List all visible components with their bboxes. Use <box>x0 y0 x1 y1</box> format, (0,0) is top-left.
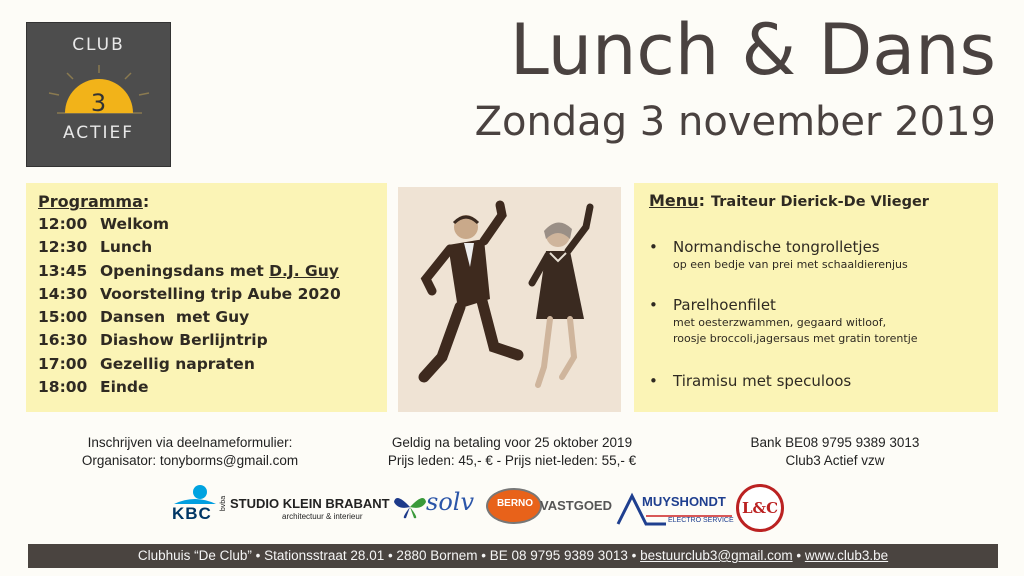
programma-row <box>38 376 387 399</box>
menu-item-name: • Normandische tongrolletjes <box>649 237 908 257</box>
programma-time: 15:00 <box>38 308 88 327</box>
programma-time: 12:30 <box>38 238 88 257</box>
berno-vastgoed-logo <box>486 488 614 524</box>
logo-number: 3 <box>90 89 107 117</box>
footer-email-link[interactable]: bestuurclub3@gmail.com <box>640 548 793 563</box>
programma-time: 13:45 <box>38 261 88 280</box>
programma-time: 16:30 <box>38 331 88 350</box>
footer-website-link[interactable]: www.club3.be <box>804 548 889 563</box>
kbc-text: KBC <box>172 504 212 523</box>
menu-item-name: • Tiramisu met speculoos <box>649 371 851 391</box>
studio-klein-brabant-logo <box>222 496 392 526</box>
kbc-logo <box>170 484 220 522</box>
programma-heading <box>38 191 387 213</box>
programma-activity: Gezellig napraten <box>100 354 255 373</box>
menu-heading-colon: : <box>698 191 705 210</box>
programma-row <box>38 260 387 283</box>
menu-caterer: Traiteur Dierick-De Vlieger <box>710 194 929 210</box>
muyshondt-text: MUYSHONDT <box>642 494 726 509</box>
deadline-line: Geldig na betaling voor 25 oktober 2019 <box>391 435 633 450</box>
programma-time: 17:00 <box>38 354 88 373</box>
price-line: Prijs leden: 45,- € - Prijs niet-leden: 55,- € <box>387 453 637 468</box>
menu-item <box>649 295 918 347</box>
programma-row <box>38 213 387 236</box>
programma-activity: Diashow Berlijntrip <box>100 331 268 350</box>
programma-row <box>38 353 387 376</box>
programma-heading-colon: : <box>142 192 150 211</box>
footer-separator: • <box>792 548 805 563</box>
studio-sub: architectuur & interieur <box>282 512 363 521</box>
muyshondt-sub: ELECTRO SERVICE <box>668 517 734 524</box>
programma-activity: Dansen met Guy <box>100 308 250 327</box>
menu-item-description: op een bedje van prei met schaaldierenjus <box>673 258 908 271</box>
dj-guy-link[interactable]: D.J. Guy <box>269 261 339 280</box>
lc-logo <box>736 484 784 532</box>
programma-heading-label: Programma <box>38 192 143 211</box>
berno-text: BERNO <box>496 498 534 509</box>
programma-time: 12:00 <box>38 215 88 233</box>
programma-activity: Openingsdans met <box>100 261 270 280</box>
man-dancer-figure <box>424 205 518 377</box>
sponsor-logos <box>170 484 790 534</box>
programma-time: 14:30 <box>38 284 88 303</box>
solv-text: solv <box>426 488 474 516</box>
programma-activity: Lunch <box>100 238 153 257</box>
logo-club-text: CLUB <box>72 35 125 55</box>
logo-actief-text: ACTIEF <box>62 123 135 143</box>
registration-info <box>60 434 320 470</box>
programma-row <box>38 236 387 259</box>
menu-panel <box>634 183 998 412</box>
registration-line: Inschrijven via deelnameformulier: <box>87 435 293 450</box>
programma-row <box>38 306 387 329</box>
menu-item <box>649 371 851 391</box>
muyshondt-logo <box>616 490 736 530</box>
bank-info <box>720 434 950 470</box>
price-info <box>352 434 672 470</box>
programma-panel <box>26 183 387 412</box>
club3-actief-logo <box>26 22 171 167</box>
menu-item-name: • Parelhoenfilet <box>649 295 918 315</box>
menu-item-description: roosje broccoli,jagersaus met gratin torentje <box>673 332 918 345</box>
programma-row <box>38 329 387 352</box>
programma-row <box>38 283 387 306</box>
bank-account: Bank BE08 9795 9389 3013 <box>750 435 920 450</box>
menu-heading <box>649 191 998 210</box>
dancing-couple-illustration <box>398 187 621 412</box>
solv-logo <box>392 488 482 524</box>
menu-heading-label: Menu <box>649 191 699 210</box>
menu-item-description: met oesterzwammen, gegaard witloof, <box>673 316 887 329</box>
menu-item <box>649 237 908 273</box>
programma-activity: Welkom <box>100 215 170 233</box>
vastgoed-text: VASTGOED <box>540 498 612 513</box>
footer-bar <box>28 544 998 568</box>
event-title: Lunch & Dans <box>509 9 996 91</box>
butterfly-icon <box>392 492 428 522</box>
programma-activity: Einde <box>100 378 149 397</box>
association-name: Club3 Actief vzw <box>785 453 885 468</box>
lc-text: L&C <box>741 499 779 517</box>
organizer-line: Organisator: tonyborms@gmail.com <box>81 453 299 468</box>
programma-time: 18:00 <box>38 378 88 397</box>
programma-activity: Voorstelling trip Aube 2020 <box>100 284 341 303</box>
event-date: Zondag 3 november 2019 <box>474 99 996 145</box>
woman-dancer-figure <box>532 207 590 385</box>
studio-name: STUDIO KLEIN BRABANT <box>230 496 390 511</box>
studio-prefix: bvba <box>220 495 228 512</box>
footer-address: Clubhuis “De Club” • Stationsstraat 28.01 • 2880 Bornem • BE 08 9795 9389 3013 • <box>137 548 641 563</box>
